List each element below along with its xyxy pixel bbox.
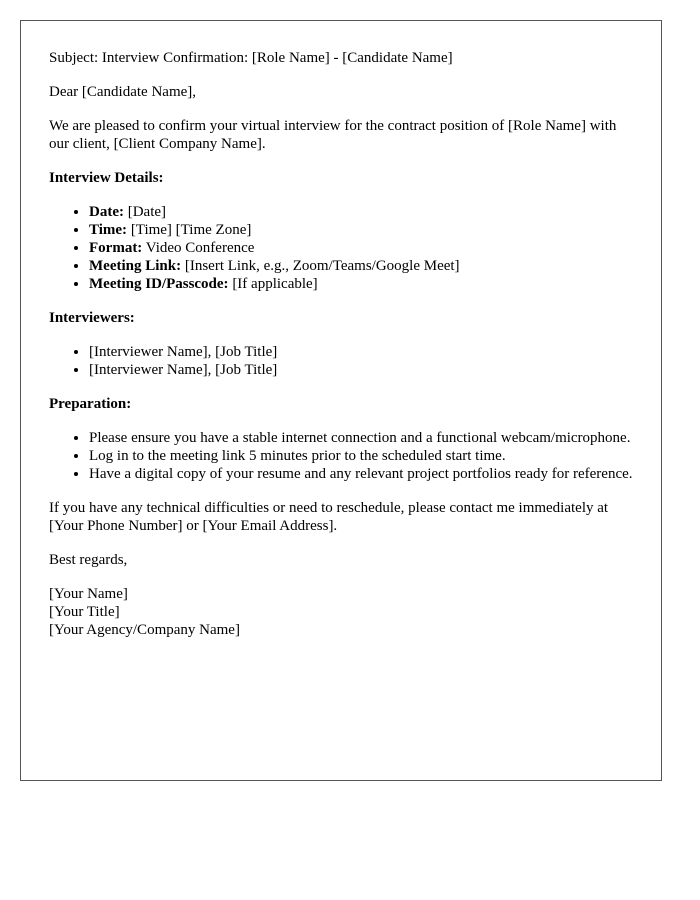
detail-label: Date: — [89, 204, 124, 220]
list-item: • Log in to the meeting link 5 minutes prior to the scheduled start time. — [89, 447, 633, 465]
list-item-meeting-id — [89, 275, 633, 293]
signature-company: [Your Agency/Company Name] — [49, 622, 240, 638]
detail-label: Meeting Link: — [89, 258, 182, 274]
preparation-list — [49, 429, 633, 483]
list-item-meeting-link — [89, 257, 633, 275]
closing: Best regards, — [49, 552, 128, 568]
signature-block — [49, 585, 633, 639]
signature-name: [Your Name] — [49, 586, 128, 602]
detail-value: [Insert Link, e.g., Zoom/Teams/Google Meet] — [181, 258, 460, 274]
list-item: • Please ensure you have a stable internet connection and a functional webcam/microphone. — [89, 429, 633, 447]
list-item-date — [89, 203, 633, 221]
detail-label: Format: — [89, 240, 143, 256]
detail-label: Meeting ID/Passcode: — [89, 276, 229, 292]
list-item: • Have a digital copy of your resume and any relevant project portfolios ready for reference. — [89, 465, 633, 483]
detail-value: [Date] — [123, 204, 167, 220]
interview-details-heading: Interview Details: — [49, 170, 164, 186]
detail-value: Video Conference — [142, 240, 255, 256]
list-item-time — [89, 221, 633, 239]
signature-title: [Your Title] — [49, 604, 120, 620]
detail-value: [If applicable] — [228, 276, 318, 292]
list-item-format — [89, 239, 633, 257]
detail-value: [Time] [Time Zone] — [127, 222, 252, 238]
subject-line: Subject: Interview Confirmation: [Role Name] - [Candidate Name] — [49, 50, 453, 66]
preparation-heading: Preparation: — [49, 396, 132, 412]
interviewers-list — [49, 343, 633, 379]
interviewers-heading: Interviewers: — [49, 310, 135, 326]
list-item: • [Interviewer Name], [Job Title] — [89, 343, 633, 361]
letter-document — [20, 20, 662, 781]
interview-details-list — [49, 203, 633, 293]
list-item: • [Interviewer Name], [Job Title] — [89, 361, 633, 379]
intro-paragraph: We are pleased to confirm your virtual interview for the contract position of [Role Name] with our client, [Client Company Name]. — [49, 118, 617, 152]
detail-label: Time: — [89, 222, 128, 238]
contact-paragraph: If you have any technical difficulties or need to reschedule, please contact me immediately at [Your Phone Number] or [Your Email Address]. — [49, 500, 609, 534]
salutation: Dear [Candidate Name], — [49, 84, 197, 100]
